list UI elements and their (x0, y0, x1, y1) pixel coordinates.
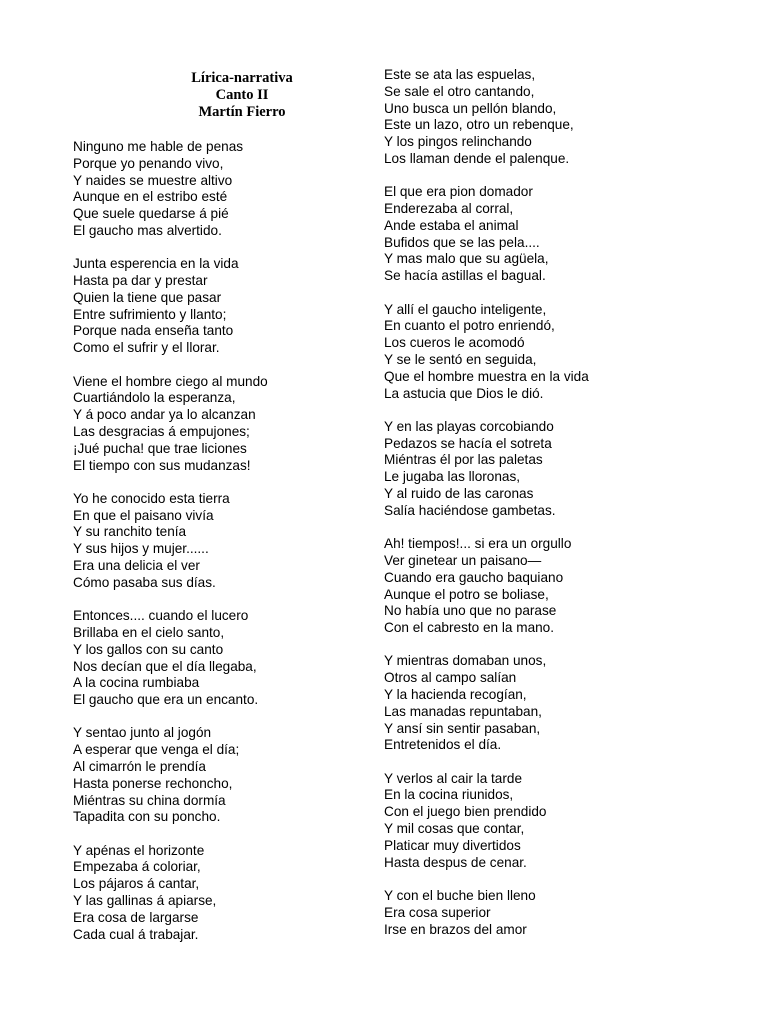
verse-line: Y mil cosas que contar, (384, 821, 525, 837)
stanza (73, 256, 363, 357)
verse-line: Empezaba á coloriar, (73, 859, 201, 875)
verse-line: Brillaba en el cielo santo, (73, 624, 225, 640)
verse-line: No había uno que no parase (384, 603, 557, 619)
verse-line: Quien la tiene que pasar (73, 289, 222, 305)
stanza (384, 888, 684, 938)
verse-line: Ninguno me hable de penas (73, 139, 244, 154)
verse-line: Le jugaba las lloronas, (384, 469, 521, 485)
stanza (73, 374, 363, 475)
verse-line: Cada cual á trabajar. (73, 926, 199, 942)
verse-line: Y se le sentó en seguida, (384, 351, 537, 367)
verse-line: Con el juego bien prendido (384, 804, 547, 820)
poem-heading (158, 70, 326, 121)
verse-line: Y á poco andar ya lo alcanzan (73, 407, 256, 423)
verse-line: Y los pingos relinchando (384, 134, 532, 150)
verse-line: Entre sufrimiento y llanto; (73, 306, 227, 322)
verse-line: Como el sufrir y el llorar. (73, 340, 220, 356)
stanza (73, 843, 363, 944)
verse-line: Los cueros le acomodó (384, 335, 525, 351)
verse-line: Aunque en el estribo esté (73, 189, 228, 205)
verse-line: En que el paisano vivía (73, 507, 214, 523)
verse-line: Viene el hombre ciego al mundo (73, 373, 268, 389)
verse-line: Y apénas el horizonte (73, 842, 205, 858)
verse-line: Se sale el otro cantando, (384, 83, 535, 99)
left-column (73, 139, 363, 960)
verse-line: El tiempo con sus mudanzas! (73, 457, 251, 473)
verse-line: Que el hombre muestra en la vida (384, 368, 589, 384)
verse-line: Ver ginetear un paisano— (384, 552, 542, 568)
verse-line: Los llaman dende el palenque. (384, 150, 570, 166)
verse-line: ¡Jué pucha! que trae liciones (73, 440, 247, 456)
stanza (384, 653, 684, 754)
verse-line: Y mientras domaban unos, (384, 653, 547, 669)
verse-line: Los pájaros á cantar, (73, 876, 200, 892)
right-column (384, 67, 684, 955)
verse-line: La astucia que Dios le dió. (384, 385, 544, 401)
verse-line: Nos decían que el día llegaba, (73, 658, 257, 674)
verse-line: Se hacía astillas el bagual. (384, 268, 546, 284)
verse-line: Aunque el potro se boliase, (384, 586, 549, 602)
verse-line: Yo he conocido esta tierra (73, 490, 230, 506)
verse-line: Hasta ponerse rechoncho, (73, 775, 233, 791)
genre-title: Lírica-narrativa (191, 70, 293, 86)
verse-line: Miéntras él por las paletas (384, 452, 543, 468)
verse-line: Otros al campo salían (384, 670, 517, 686)
verse-line: Era cosa de largarse (73, 909, 199, 925)
stanza (384, 536, 684, 637)
verse-line: Ah! tiempos!... si era un orgullo (384, 536, 572, 552)
verse-line: Cuando era gaucho baquiano (384, 569, 564, 585)
verse-line: Y la hacienda recogían, (384, 687, 527, 702)
verse-line: Y los gallos con su canto (73, 641, 224, 657)
verse-line: Junta esperencia en la vida (73, 256, 239, 272)
stanza (384, 184, 684, 285)
verse-line: Era una delicia el ver (73, 558, 200, 574)
verse-line: Pedazos se hacía el sotreta (384, 435, 552, 451)
stanza (73, 608, 363, 709)
stanza (384, 302, 684, 403)
verse-line: El gaucho mas alvertido. (73, 222, 222, 238)
verse-line: Enderezaba al corral, (384, 201, 514, 217)
verse-line: Salía haciéndose gambetas. (384, 502, 556, 518)
verse-line: Este un lazo, otro un rebenque, (384, 117, 574, 133)
verse-line: Platicar muy divertidos (384, 837, 521, 853)
stanza (73, 139, 363, 240)
verse-line: Y al ruido de las caronas (384, 486, 534, 502)
verse-line: Y las gallinas á apiarse, (73, 893, 217, 909)
verse-line: Porque nada enseña tanto (73, 323, 234, 339)
verse-line: Y allí el gaucho inteligente, (384, 301, 547, 317)
verse-line: Las manadas repuntaban, (384, 703, 542, 719)
verse-line: Cómo pasaba sus días. (73, 574, 216, 590)
verse-line: Y su ranchito tenía (73, 524, 187, 540)
canto-title: Canto II (215, 87, 269, 103)
verse-line: En cuanto el potro enriendó, (384, 318, 555, 334)
verse-line: Al cimarrón le prendía (73, 759, 206, 774)
verse-line: Y en las playas corcobiando (384, 418, 554, 434)
verse-line: Entonces.... cuando el lucero (73, 608, 249, 624)
verse-line: Era cosa superior (384, 904, 491, 920)
verse-line: Hasta pa dar y prestar (73, 273, 208, 289)
verse-line: Este se ata las espuelas, (384, 67, 536, 82)
verse-line: Y naides se muestre altivo (73, 172, 233, 188)
verse-line: El que era pion domador (384, 184, 533, 200)
verse-line: Las desgracias á empujones; (73, 423, 250, 439)
verse-line: Y con el buche bien lleno (384, 887, 536, 903)
stanza (384, 67, 684, 168)
verse-line: Hasta despus de cenar. (384, 854, 527, 870)
stanza (73, 491, 363, 592)
verse-line: Y ansí sin sentir pasaban, (384, 720, 541, 736)
stanza (384, 771, 684, 872)
verse-line: Irse en brazos del amor (384, 921, 527, 937)
verse-line: Con el cabresto en la mano. (384, 620, 555, 636)
verse-line: Bufidos que se las pela.... (384, 234, 540, 250)
verse-line: Que suele quedarse á pié (73, 206, 229, 222)
verse-line: Y mas malo que su agüela, (384, 251, 549, 267)
verse-line: Entretenidos el día. (384, 737, 502, 753)
verse-line: Cuartiándolo la esperanza, (73, 390, 236, 406)
verse-line: En la cocina riunidos, (384, 787, 514, 803)
verse-line: A la cocina rumbiaba (73, 675, 200, 691)
verse-line: Uno busca un pellón blando, (384, 100, 557, 116)
verse-line: Y sentao junto al jogón (73, 725, 212, 741)
verse-line: Porque yo penando vivo, (73, 155, 224, 171)
stanza (73, 725, 363, 826)
stanza (384, 419, 684, 520)
verse-line: Ande estaba el animal (384, 217, 519, 233)
verse-line: El gaucho que era un encanto. (73, 692, 259, 708)
poem-title: Martín Fierro (198, 104, 286, 120)
verse-line: A esperar que venga el día; (73, 742, 240, 758)
verse-line: Y sus hijos y mujer...... (73, 541, 209, 557)
verse-line: Y verlos al cair la tarde (384, 770, 523, 786)
verse-line: Tapadita con su poncho. (73, 809, 221, 825)
verse-line: Miéntras su china dormía (73, 792, 226, 808)
